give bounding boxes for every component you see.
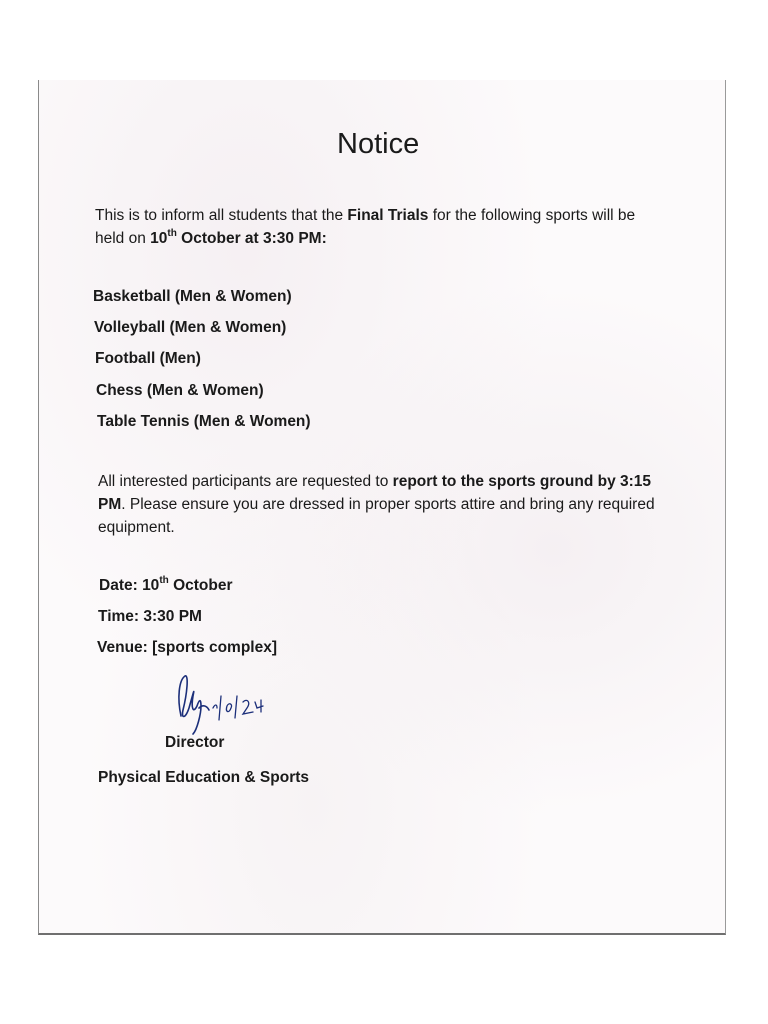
detail-time: Time: 3:30 PM — [98, 608, 202, 625]
sport-item-basketball: Basketball (Men & Women) — [93, 288, 292, 305]
director-signature — [163, 668, 303, 738]
sport-item-table-tennis: Table Tennis (Men & Women) — [97, 413, 311, 430]
notice-paper — [38, 80, 726, 935]
intro-date-day: 10 — [150, 230, 168, 247]
sport-item-chess: Chess (Men & Women) — [96, 382, 264, 399]
signature-role: Director — [165, 734, 225, 751]
sport-item-football: Football (Men) — [95, 350, 201, 367]
sport-item-volleyball: Volleyball (Men & Women) — [94, 319, 287, 336]
detail-venue: Venue: [sports complex] — [97, 639, 278, 656]
intro-text-2: for the following sports will be held on — [95, 207, 636, 247]
instructions-report-time: report to the sports ground by 3:15 PM — [98, 473, 652, 513]
intro-final-trials: Final Trials — [347, 207, 429, 224]
detail-date-sup: th — [159, 574, 169, 586]
intro-date-rest: October at 3:30 PM: — [176, 230, 327, 247]
intro-text-1: This is to inform all students that the — [95, 207, 348, 224]
intro-paragraph — [95, 204, 655, 250]
instructions-text-2: . Please ensure you are dressed in proper sports attire and bring any required equipment. — [98, 496, 655, 536]
notice-title: Notice — [337, 128, 420, 160]
instructions-text-1: All interested participants are requested to — [98, 473, 393, 490]
instructions-paragraph — [98, 470, 678, 539]
intro-date-sup: th — [167, 227, 177, 239]
detail-date-label: Date: 10 — [99, 577, 160, 594]
signature-department: Physical Education & Sports — [98, 769, 310, 786]
detail-date — [99, 574, 233, 595]
detail-date-rest: October — [168, 577, 233, 594]
